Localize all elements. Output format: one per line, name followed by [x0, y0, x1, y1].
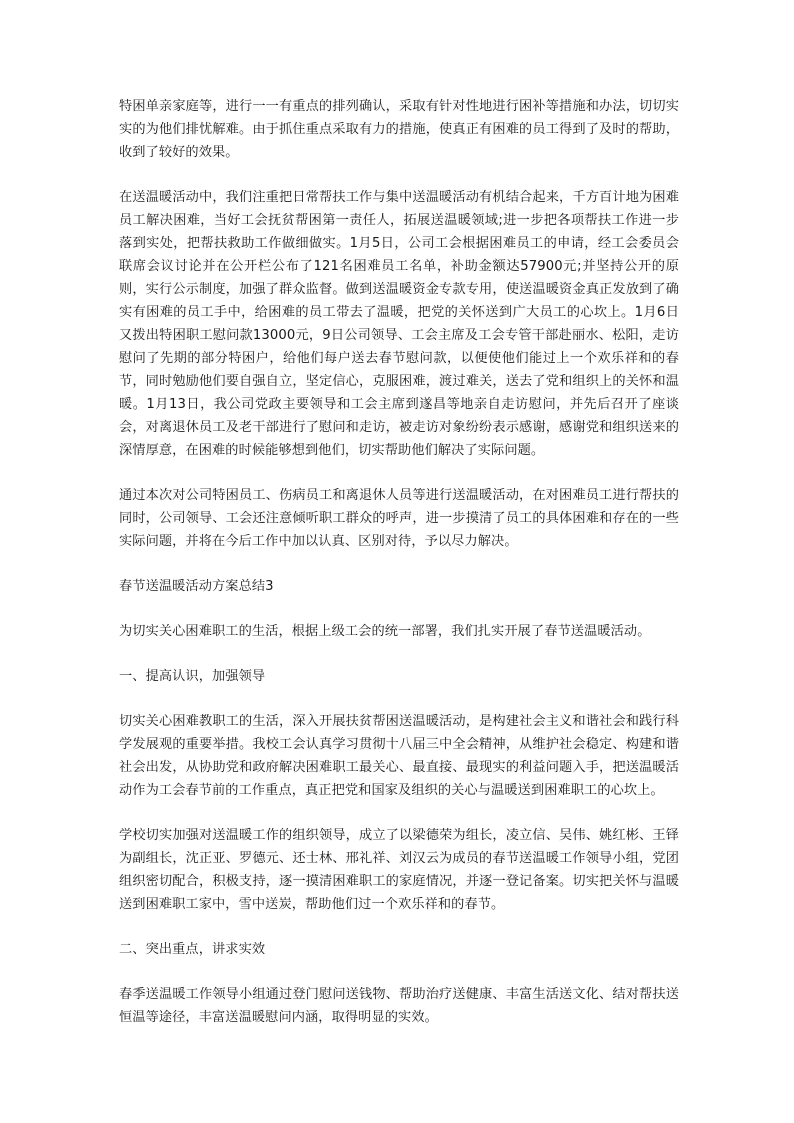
- paragraph-intro: 为切实关心困难职工的生活，根据上级工会的统一部署，我们扎实开展了春节送温暖活动。: [119, 624, 651, 639]
- paragraph-6: 春季送温暖工作领导小组通过登门慰问送钱物、帮助治疗送健康、丰富生活送文化、结对帮扶送恒温等途径，丰富送温暖慰问内涵，取得明显的实效。: [119, 987, 679, 1025]
- paragraph-2: 在送温暖活动中，我们注重把日常帮扶工作与集中送温暖活动有机结合起来，千方百计地为困难员工解决困难，当好工会抚贫帮困第一责任人，拓展送温暖领域;进一步把各项帮扶工作进一步落到实处，把帮扶救助工作做细做实。1月5日，公司工会根据困难员工的申请，经工会委员会联席会议讨论并在公开栏公布了121名困难员工名单，补助金额达57900元;并坚持公开的原则，实行公示制度，加强了群众监督。做到送温暖资金专款专用，使送温暖资金真正发放到了确实有困难的员工手中，给困难的员工带去了温暖，把党的关怀送到广大员工的心坎上。1月6日又拨出特困职工慰问款13000元，9日公司领导、工会主席及工会专管干部赴丽水、松阳，走访慰问了先期的部分特困户，给他们每户送去春节慰问款，以便使他们能过上一个欢乐祥和的春节，同时勉励他们要自强自立，坚定信心，克服困难，渡过难关，送去了党和组织上的关怀和温暖。1月13日，我公司党政主要领导和工会主席到遂昌等地亲自走访慰问，并先后召开了座谈会，对离退休员工及老干部进行了慰问和走访，被走访对象纷纷表示感谢，感谢党和组织送来的深情厚意，在困难的时候能够想到他们，切实帮助他们解决了实际问题。: [119, 190, 679, 458]
- paragraph-1: 特困单亲家庭等，进行一一有重点的排列确认，采取有针对性地进行困补等措施和办法，切切实实的为他们排忧解难。由于抓住重点采取有力的措施，使真正有困难的员工得到了及时的帮助，收到了较好的效果。: [119, 99, 679, 160]
- subheading-2: 二、突出重点，讲求实效: [119, 942, 266, 957]
- section-title: 春节送温暖活动方案总结3: [119, 579, 274, 594]
- subheading-1: 一、提高认识，加强领导: [119, 669, 266, 684]
- paragraph-3: 通过本次对公司特困员工、伤病员工和离退休人员等进行送温暖活动，在对困难员工进行帮扶的同时，公司领导、工会还注意倾听职工群众的呼声，进一步摸清了员工的具体困难和存在的一些实际问题，并将在今后工作中加以认真、区别对待，予以尽力解决。: [119, 488, 679, 549]
- paragraph-4: 切实关心困难教职工的生活，深入开展扶贫帮困送温暖活动，是构建社会主义和谐社会和践行科学发展观的重要举措。我校工会认真学习贯彻十八届三中全会精神，从维护社会稳定、构建和谐社会出发，从协助党和政府解决困难职工最关心、最直接、最现实的利益问题入手，把送温暖活动作为工会春节前的工作重点，真正把党和国家及组织的关心与温暖送到困难职工的心坎上。: [119, 714, 679, 798]
- paragraph-5: 学校切实加强对送温暖工作的组织领导，成立了以梁德荣为组长，凌立信、吴伟、姚红彬、王铎为副组长，沈正亚、罗德元、还士林、邢礼祥、刘汉云为成员的春节送温暖工作领导小组，党团组织密切配合，积极支持，逐一摸清困难职工的家庭情况，并逐一登记备案。切实把关怀与温暖送到困难职工家中，雪中送炭，帮助他们过一个欢乐祥和的春节。: [119, 828, 679, 912]
- document-body: [119, 95, 679, 1051]
